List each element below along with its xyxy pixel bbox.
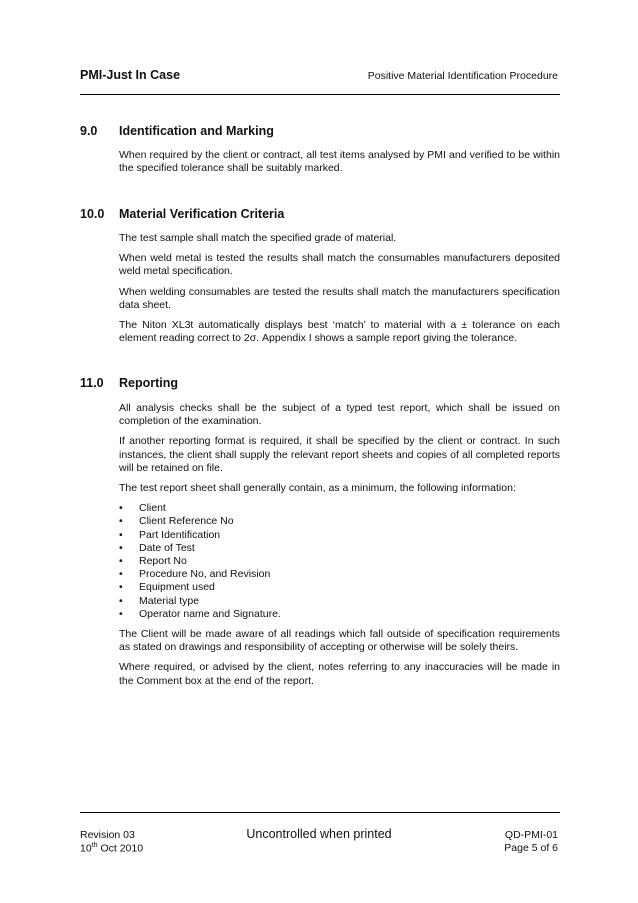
paragraph: The Niton XL3t automatically displays best ‘match’ to material with a ± tolerance on each element reading correct to 2σ. Appendix I shows a sample report giving the tolerance.	[119, 319, 560, 345]
bullet-icon: •	[119, 528, 123, 541]
section-number: 10.0	[80, 207, 105, 221]
list-item	[119, 555, 560, 568]
paragraph: The Client will be made aware of all readings which fall outside of specification requirements as stated on drawings and responsibility of accepting or otherwise will be solely theirs.	[119, 628, 560, 654]
list-item	[119, 568, 560, 581]
paragraph: All analysis checks shall be the subject of a typed test report, which shall be issued on completion of the examination.	[119, 402, 560, 428]
list-item	[119, 581, 560, 594]
header-title: PMI-Just In Case	[80, 68, 181, 82]
list-item-text: Procedure No, and Revision	[139, 568, 271, 581]
bullet-icon: •	[119, 594, 123, 607]
header-divider	[80, 94, 560, 95]
paragraph: The test sample shall match the specified grade of material.	[119, 232, 397, 244]
list-item-text: Material type	[139, 594, 200, 607]
paragraph: When welding consumables are tested the results shall match the manufacturers specification data sheet.	[119, 285, 560, 311]
information-list	[119, 502, 560, 621]
section-title: Reporting	[119, 376, 179, 390]
section-title: Identification and Marking	[119, 124, 274, 138]
footer-date-day: 10	[80, 842, 92, 855]
bullet-icon: •	[119, 581, 123, 594]
list-item-text: Date of Test	[139, 541, 195, 554]
section-heading	[80, 207, 560, 223]
paragraph: The test report sheet shall generally contain, as a minimum, the following information:	[119, 482, 516, 495]
paragraph: When required by the client or contract, all test items analysed by PMI and verified to be within the specified tolerance shall be suitably marked.	[119, 149, 560, 175]
bullet-icon: •	[119, 555, 123, 568]
list-item	[119, 529, 560, 542]
list-item-text: Report No	[139, 555, 187, 568]
footer-page-number: Page 5 of 6	[504, 842, 558, 854]
section-heading	[80, 124, 560, 140]
section-material-verification	[80, 207, 560, 345]
list-item	[119, 542, 560, 555]
list-item-text: Client Reference No	[139, 515, 234, 528]
footer-uncontrolled-note: Uncontrolled when printed	[246, 827, 392, 841]
bullet-icon: •	[119, 541, 123, 554]
bullet-icon: •	[119, 568, 123, 581]
list-item	[119, 595, 560, 608]
footer-revision: Revision 03	[80, 829, 135, 841]
section-reporting	[80, 376, 560, 688]
footer-divider	[80, 812, 560, 813]
list-item-text: Part Identification	[139, 528, 221, 541]
footer-date-suffix: th	[91, 842, 98, 849]
list-item	[119, 608, 560, 621]
list-item	[119, 502, 560, 515]
list-item	[119, 515, 560, 528]
section-number: 11.0	[80, 376, 104, 390]
footer-date	[80, 842, 143, 855]
section-identification-marking	[80, 124, 560, 175]
list-item-text: Operator name and Signature.	[139, 607, 281, 620]
paragraph: Where required, or advised by the client, notes referring to any inaccuracies will be made in the Comment box at the end of the report.	[119, 661, 560, 687]
bullet-icon: •	[119, 502, 123, 515]
paragraph: If another reporting format is required, it shall be specified by the client or contract. In such instances, the client shall supply the relevant report sheets and copies of all completed reports will be retained on file.	[119, 435, 560, 474]
section-title: Material Verification Criteria	[119, 207, 285, 221]
bullet-icon: •	[119, 607, 123, 620]
list-item-text: Equipment used	[139, 581, 215, 594]
paragraph: When weld metal is tested the results shall match the consumables manufacturers deposited weld metal specification.	[119, 252, 560, 278]
list-item-text: Client	[139, 502, 166, 515]
header-subtitle: Positive Material Identification Procedure	[367, 70, 558, 82]
footer-date-rest: Oct 2010	[97, 842, 144, 855]
bullet-icon: •	[119, 515, 123, 528]
section-heading	[80, 376, 560, 392]
footer-doc-code: QD-PMI-01	[504, 829, 558, 841]
section-number: 9.0	[80, 124, 98, 138]
